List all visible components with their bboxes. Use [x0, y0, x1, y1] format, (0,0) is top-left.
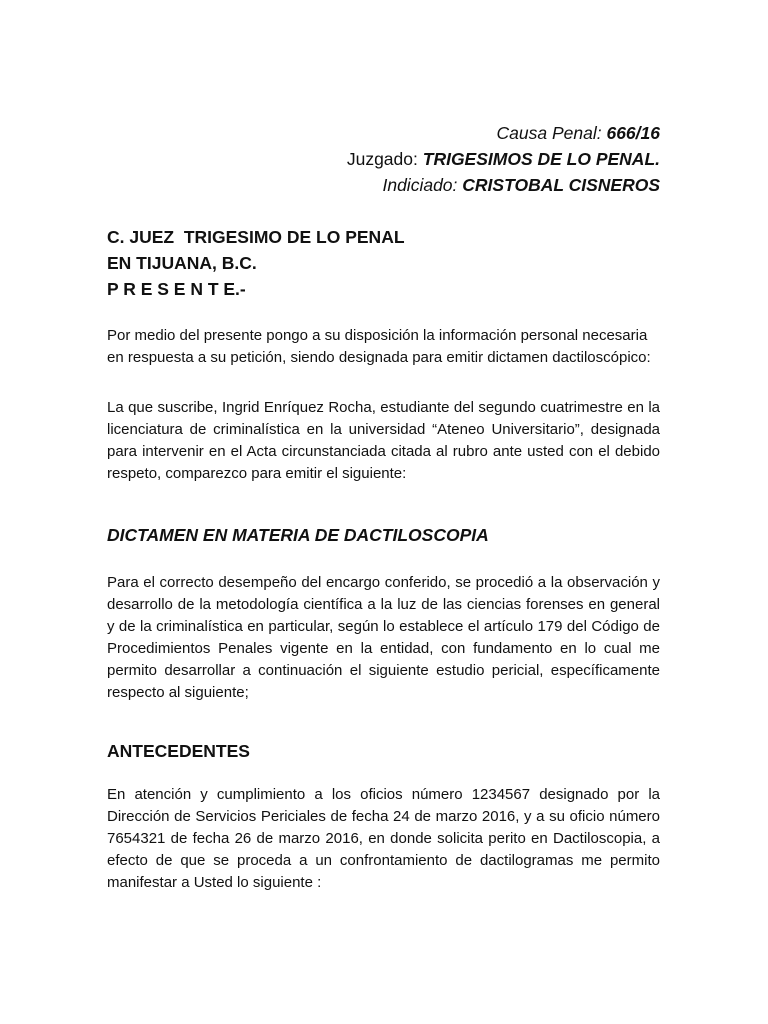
juzgado-line [347, 146, 660, 172]
causa-penal-line [347, 120, 660, 146]
antecedentes-line-5: manifestar a Usted lo siguiente : [107, 874, 322, 891]
addressee-line-1: C. JUEZ TRIGESIMO DE LO PENAL [107, 227, 405, 247]
antecedentes-line-4: efecto de que se proceda a un confrontamiento de dactilogramas me permito [107, 852, 660, 869]
signer-line-1: La que suscribe, Ingrid Enríquez Rocha, estudiante del segundo cuatrimestre en la [107, 399, 660, 416]
intro-paragraph [107, 325, 660, 369]
signer-line-3: para intervenir en el Acta circunstanciada citada al rubro ante usted con el debido [107, 443, 660, 460]
dictamen-line-5: permito desarrollar a continuación el siguiente estudio pericial, específicamente [107, 662, 660, 679]
dictamen-line-3: y de la criminalística en particular, según lo establece el artículo 179 del Código de [107, 618, 660, 635]
antecedentes-line-2: Dirección de Servicios Periciales de fecha 24 de marzo 2016, y a su oficio número [107, 808, 660, 825]
indiciado-value: CRISTOBAL CISNEROS [462, 175, 660, 195]
juzgado-value: TRIGESIMOS DE LO PENAL. [422, 149, 660, 169]
dictamen-line-1: Para el correcto desempeño del encargo conferido, se procedió a la observación y [107, 574, 660, 591]
dictamen-paragraph [107, 572, 660, 704]
indiciado-label: Indiciado: [382, 175, 458, 195]
antecedentes-paragraph [107, 784, 660, 894]
addressee-block [107, 224, 405, 302]
addressee-line-3: P R E S E N T E.- [107, 279, 246, 299]
antecedentes-heading: ANTECEDENTES [107, 741, 250, 761]
antecedentes-line-3: 7654321 de fecha 26 de marzo 2016, en donde solicita perito en Dactiloscopia, a [107, 830, 660, 847]
causa-penal-value: 666/16 [606, 123, 660, 143]
case-header [347, 120, 660, 198]
indiciado-line [347, 172, 660, 198]
intro-line-2: en respuesta a su petición, siendo designada para emitir dictamen dactiloscópico: [107, 349, 651, 366]
antecedentes-line-1: En atención y cumplimiento a los oficios número 1234567 designado por la [107, 786, 660, 803]
dictamen-line-2: desarrollo de la metodología científica a la luz de las ciencias forenses en general [107, 596, 660, 613]
signer-line-2: licenciatura de criminalística en la universidad “Ateneo Universitario”, designada [107, 421, 660, 438]
signer-line-4: respeto, comparezco para emitir el siguiente: [107, 465, 407, 482]
causa-penal-label: Causa Penal: [496, 123, 602, 143]
intro-line-1: Por medio del presente pongo a su disposición la información personal necesaria [107, 327, 648, 344]
juzgado-label: Juzgado: [346, 149, 418, 169]
addressee-line-2: EN TIJUANA, B.C. [107, 253, 257, 273]
signer-paragraph [107, 397, 660, 485]
dictamen-line-4: Procedimientos Penales vigente en la entidad, con fundamento en lo cual me [107, 640, 660, 657]
dictamen-line-6: respecto al siguiente; [107, 684, 249, 701]
dictamen-heading: DICTAMEN EN MATERIA DE DACTILOSCOPIA [107, 525, 489, 545]
